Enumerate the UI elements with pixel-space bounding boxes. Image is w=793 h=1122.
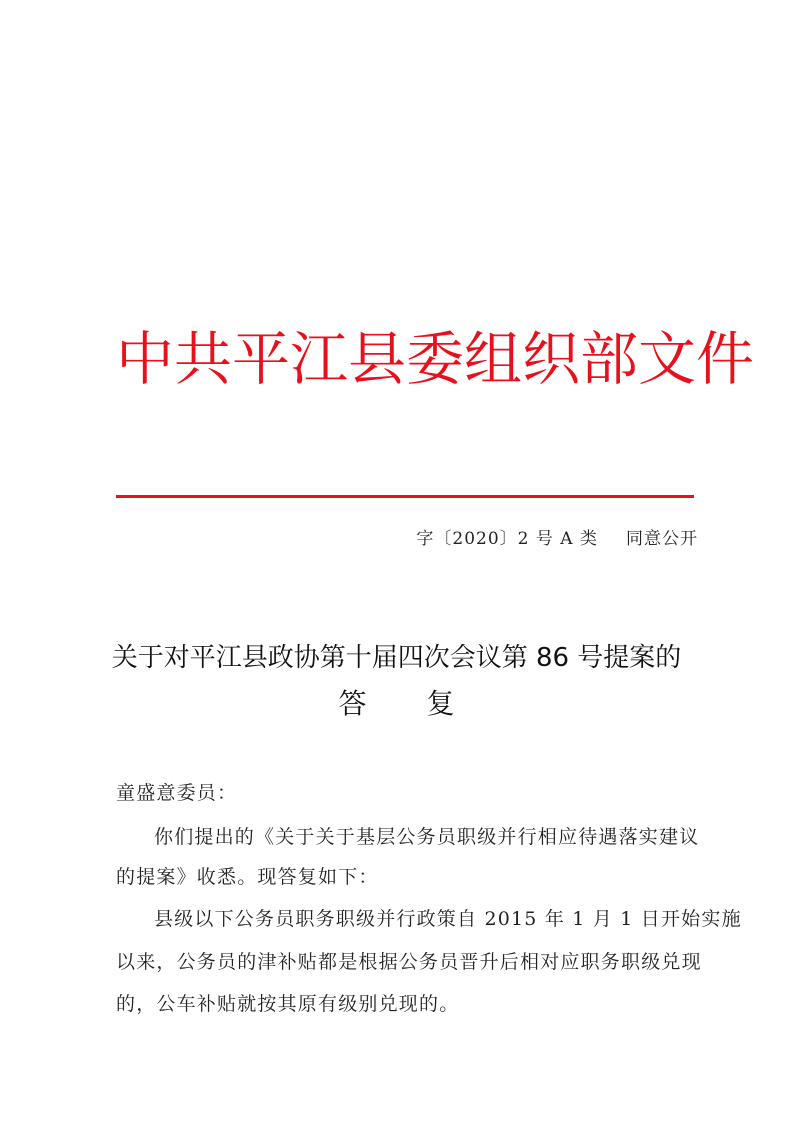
paragraph-2-line-2: 以来，公务员的津补贴都是根据公务员晋升后相对应职务职级兑现 bbox=[116, 951, 702, 973]
paragraph-2-line-3: 的，公车补贴就按其原有级别兑现的。 bbox=[116, 993, 460, 1015]
document-number-line bbox=[416, 524, 698, 549]
document-header-title: 中共平江县委组织部文件 bbox=[116, 325, 755, 393]
subject-title-line1: 关于对平江县政协第十届四次会议第 86 号提案的 bbox=[111, 643, 682, 673]
paragraph-1-line-1: 你们提出的《关于关于基层公务员职级并行相应待遇落实建议 bbox=[154, 826, 700, 848]
disclosure-status: 同意公开 bbox=[626, 529, 698, 549]
subject-title-line2: 答复 bbox=[338, 687, 515, 720]
salutation: 童盛意委员： bbox=[116, 782, 238, 804]
header-divider bbox=[116, 495, 694, 498]
paragraph-1-line-2: 的提案》收悉。现答复如下： bbox=[116, 866, 379, 888]
document-number: 字〔2020〕2 号 A 类 bbox=[416, 529, 598, 549]
paragraph-2-line-1: 县级以下公务员职务职级并行政策自 2015 年 1 月 1 日开始实施 bbox=[154, 908, 742, 930]
